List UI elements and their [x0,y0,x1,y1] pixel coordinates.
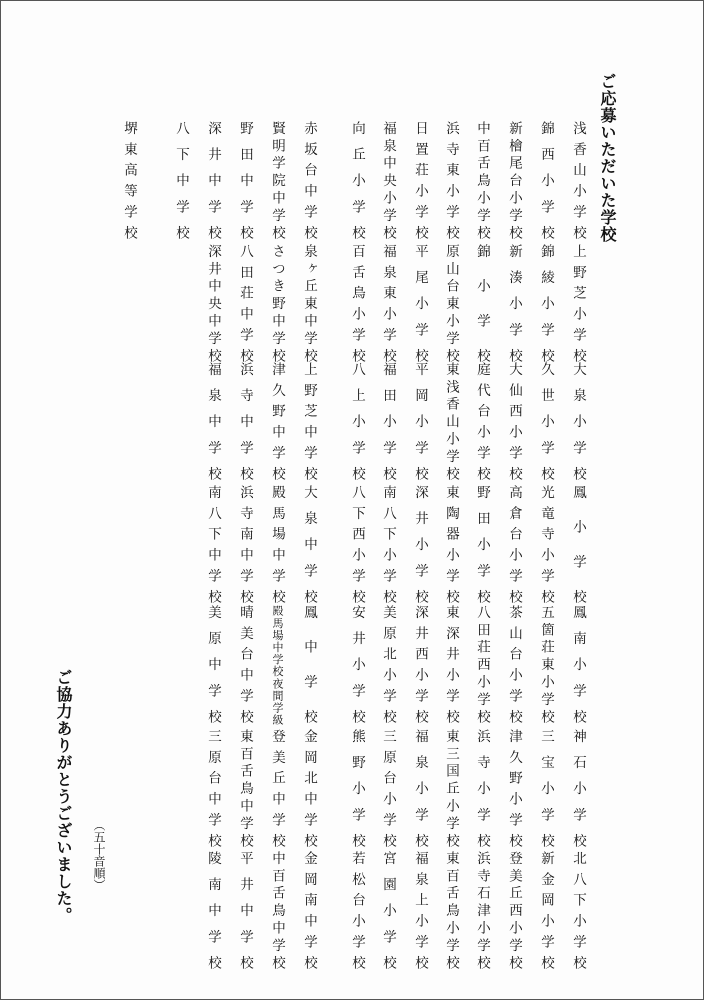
school-name: 五箇荘東小学校 [538,605,554,723]
school-name: 三原台小学校 [380,729,396,847]
school-name: 中百舌鳥中学校 [269,851,285,969]
school-name: 福田小学校 [380,362,396,480]
school-name: 東三国丘小学校 [443,729,459,847]
school-name: 赤坂台中学校 [301,121,317,239]
school-name: 東百舌鳥小学校 [443,851,459,969]
school-name: 福泉中央小学校 [380,121,396,239]
school-name: 金岡南中学校 [301,851,317,969]
school-name: 陵南中学校 [205,851,221,969]
school-name: 神石小学校 [570,729,586,847]
school-name: 東浅香山小学校 [443,362,459,480]
school-name: 日置荘小学校 [412,121,428,239]
school-name: 晴美台中学校 [237,605,253,723]
school-name: 庭代台小学校 [474,362,490,480]
school-name: 東深井小学校 [443,605,459,723]
school-name: 鳳中学校 [301,605,317,723]
school-name: 堺東高等学校 [121,121,137,239]
school-name: 鳳南小学校 [570,605,586,723]
school-name: 新檜尾台小学校 [506,121,522,239]
school-name: 津久野中学校 [269,362,285,480]
school-name: 東陶器小学校 [443,485,459,603]
school-name: 八上小学校 [349,362,365,480]
school-name: 中百舌鳥小学校 [474,121,490,239]
school-name: 津久野小学校 [506,729,522,847]
school-name: 浜寺中学校 [237,362,253,480]
school-name: 泉ヶ丘東中学校 [301,244,317,362]
school-name: 美原北小学校 [380,605,396,723]
school-name: 三宝小学校 [538,729,554,847]
school-name: 百舌鳥小学校 [349,244,365,362]
school-name: 賢明学院中学校 [269,121,285,239]
school-name: 光竜寺小学校 [538,485,554,603]
school-name: 八下西小学校 [349,485,365,603]
school-name: 福泉小学校 [412,729,428,847]
school-name: 浜寺南中学校 [237,485,253,603]
school-name: 平岡小学校 [412,362,428,480]
school-name: 東百舌鳥中学校 [237,729,253,847]
closing-message: ご協力ありがとうございました。 [54,669,73,924]
school-name: 登美丘西小学校 [506,851,522,969]
page-title: ご応募いただいた学校 [598,73,617,243]
school-name: 平井中学校 [237,851,253,969]
school-name: 福泉上小学校 [412,851,428,969]
school-name: さつき野中学校 [269,244,285,362]
school-name: 福泉中学校 [205,362,221,480]
school-name: 美原中学校 [205,605,221,723]
school-name: 安井小学校 [349,605,365,723]
school-name: 大仙西小学校 [506,362,522,480]
school-name: 八下中学校 [173,121,189,239]
school-name: 上野芝小学校 [570,244,586,362]
school-name: 高倉台小学校 [506,485,522,603]
school-name: 新金岡小学校 [538,851,554,969]
school-name: 深井中学校 [205,121,221,239]
school-name: 北八下小学校 [570,851,586,969]
school-name: 新湊小学校 [506,244,522,362]
school-name: 上野芝中学校 [301,362,317,480]
school-name: 野田中学校 [237,121,253,239]
school-name: 鳳 小 学 校 [570,485,586,603]
school-name: 浜寺東小学校 [443,121,459,239]
school-name: 平尾小学校 [412,244,428,362]
school-name: 浜寺石津小学校 [474,851,490,969]
school-name: 大泉中学校 [301,485,317,603]
school-name: 錦 小 学 校 [474,244,490,362]
school-name: 深井小学校 [412,485,428,603]
school-name: 八田荘中学校 [237,244,253,362]
school-name: 茶山台小学校 [506,605,522,723]
school-name: 三原台中学校 [205,729,221,847]
school-name: 殿馬場中学校夜間学級 [271,605,284,725]
school-name: 宮園小学校 [380,851,396,969]
school-name: 八田荘西小学校 [474,605,490,723]
school-name: 登美丘中学校 [269,729,285,847]
school-name: 錦西小学校 [538,121,554,239]
school-name: 深井中央中学校 [205,244,221,362]
school-name: 浅香山小学校 [570,121,586,239]
school-name: 南八下小学校 [380,485,396,603]
school-name: 浜寺小学校 [474,729,490,847]
school-name: 深井西小学校 [412,605,428,723]
school-name: 大泉小学校 [570,362,586,480]
school-name: 野田小学校 [474,485,490,603]
school-name: 福泉東小学校 [380,244,396,362]
order-note: （五十音順） [92,819,106,891]
school-name: 南八下中学校 [205,485,221,603]
school-name: 錦綾小学校 [538,244,554,362]
school-name: 殿馬場中学校 [269,485,285,603]
school-name: 若松台小学校 [349,851,365,969]
school-name: 原山台東小学校 [443,244,459,362]
school-name: 向丘小学校 [349,121,365,239]
school-name: 久世小学校 [538,362,554,480]
school-name: 金岡北中学校 [301,729,317,847]
school-name: 熊野小学校 [349,729,365,847]
